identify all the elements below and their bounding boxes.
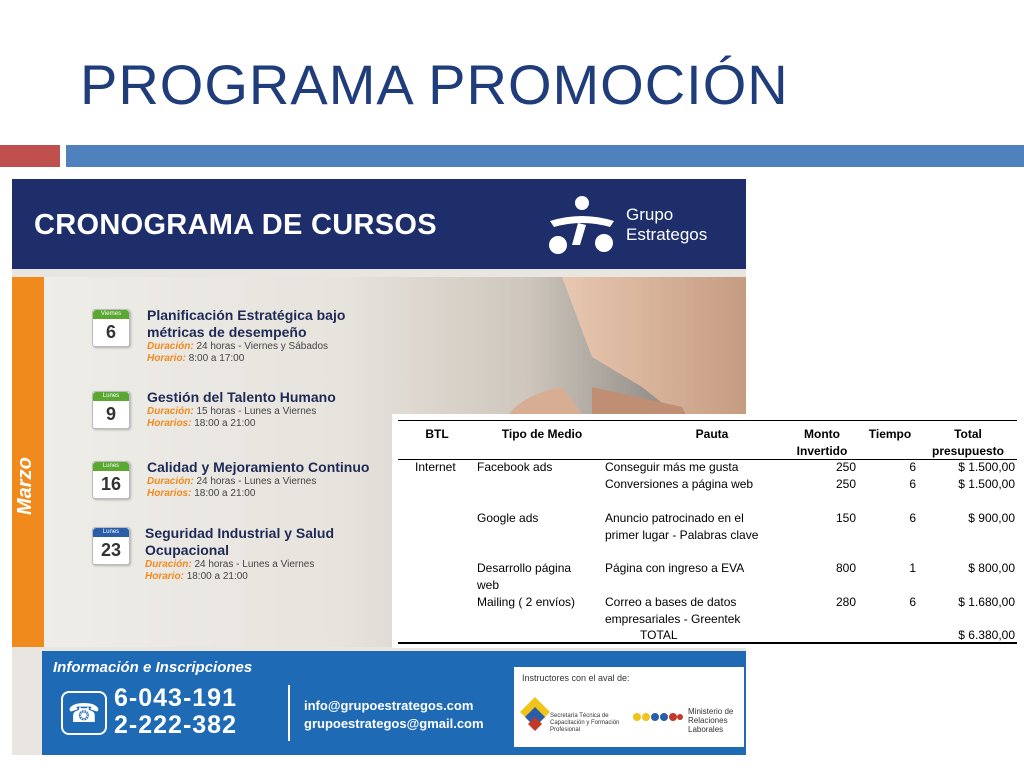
budget-table	[392, 414, 1019, 648]
total-value: $ 6.380,00	[958, 628, 1015, 642]
cell-tiempo: 6	[909, 460, 916, 474]
course-item	[92, 307, 392, 365]
calendar-weekday: Lunes	[93, 462, 129, 471]
instructors-org-1: Secretaría Técnica de Capacitación y Formación Profesional	[550, 713, 620, 733]
info-title: Información e Inscripciones	[53, 659, 253, 676]
course-item	[92, 459, 392, 503]
header-tiempo: Tiempo	[868, 427, 912, 441]
course-duration: Duración: 24 horas - Viernes y Sábados	[147, 341, 329, 352]
course-item	[92, 525, 392, 583]
course-title: Planificación Estratégica bajo métricas de desempeño	[147, 307, 346, 340]
logo-line-2: Estrategos	[626, 225, 708, 244]
header-pauta: Pauta	[695, 427, 729, 441]
cell-monto: 250	[835, 460, 856, 474]
header-monto-line-1: Monto	[804, 427, 840, 441]
month-label: Marzo	[14, 457, 36, 515]
calendar-weekday: Viernes	[93, 310, 129, 319]
grupo-estrategos-logo-icon	[542, 193, 622, 259]
cell-medio: Mailing ( 2 envíos)	[477, 595, 576, 609]
calendar-weekday: Lunes	[93, 392, 129, 401]
flyer-header	[12, 179, 746, 269]
cell-tiempo: 6	[909, 511, 916, 525]
course-duration: Duración: 24 horas - Lunes a Viernes	[147, 476, 317, 487]
cell-monto: 280	[835, 595, 856, 609]
course-schedule: Horario: 18:00 a 21:00	[145, 571, 248, 582]
ministerio-logo-icon	[632, 709, 684, 725]
calendar-day: 16	[100, 474, 122, 494]
table-bottom-rule	[398, 642, 1017, 644]
flyer-title: CRONOGRAMA DE CURSOS	[34, 209, 437, 241]
slide-title: PROGRAMA PROMOCIÓN	[80, 53, 789, 116]
cell-monto: 150	[835, 511, 856, 525]
course-duration: Duración: 24 horas - Lunes a Viernes	[145, 559, 315, 570]
cell-pauta: Página con ingreso a EVA	[605, 561, 745, 575]
cell-medio: Desarrollo página	[477, 561, 572, 575]
course-title: Seguridad Industrial y Salud Ocupacional	[145, 525, 335, 558]
header-btl: BTL	[425, 427, 449, 441]
cell-pauta: Conseguir más me gusta	[605, 460, 739, 474]
phone-number-2: 2-222-382	[114, 711, 237, 739]
cell-total: $ 800,00	[968, 561, 1015, 575]
cell-pauta-cont: primer lugar - Palabras clave	[605, 528, 759, 542]
channel-cell: Internet	[415, 460, 456, 474]
cell-total: $ 1.680,00	[958, 595, 1015, 609]
calendar-icon	[92, 461, 130, 499]
logo-line-1: Grupo	[626, 205, 674, 224]
header-total	[927, 426, 1009, 460]
table-top-rule	[398, 420, 1017, 421]
header-total-line-2: presupuesto	[931, 444, 1004, 458]
cell-tiempo: 1	[909, 561, 916, 575]
course-title: Gestión del Talento Humano	[147, 389, 336, 405]
secretaria-logo-icon	[520, 697, 550, 737]
calendar-day: 23	[100, 540, 122, 560]
course-schedule: Horario: 8:00 a 17:00	[147, 353, 245, 364]
phone-icon: ☎	[61, 691, 107, 735]
cell-tiempo: 6	[909, 477, 916, 491]
instructors-title: Instructores con el aval de:	[522, 673, 630, 683]
total-label: TOTAL	[640, 628, 678, 642]
instructors-org-2: Ministerio de Relaciones Laborales	[688, 707, 734, 734]
cell-medio: Facebook ads	[477, 460, 553, 474]
header-total-line-1: Total	[954, 427, 982, 441]
calendar-icon	[92, 309, 130, 347]
header-monto	[787, 426, 857, 460]
cell-medio-cont: web	[477, 578, 500, 592]
cell-tiempo: 6	[909, 595, 916, 609]
calendar-weekday: Lunes	[93, 528, 129, 537]
calendar-icon	[92, 391, 130, 429]
phone-numbers	[114, 685, 237, 739]
phone-number-1: 6-043-191	[114, 684, 237, 712]
month-ribbon	[12, 277, 44, 647]
cell-monto: 800	[835, 561, 856, 575]
cell-pauta: Anuncio patrocinado en el	[605, 511, 744, 525]
footer-divider	[288, 685, 290, 741]
course-schedule: Horarios: 18:00 a 21:00	[147, 418, 256, 429]
course-schedule: Horarios: 18:00 a 21:00	[147, 488, 256, 499]
course-item	[92, 389, 392, 433]
accent-bar-red	[0, 145, 60, 167]
logo-text	[626, 205, 707, 245]
accent-bar-blue	[66, 145, 1024, 167]
calendar-icon	[92, 527, 130, 565]
calendar-day: 6	[105, 322, 116, 342]
cell-medio: Google ads	[477, 511, 539, 525]
email-addresses	[304, 697, 484, 733]
cell-pauta: Correo a bases de datos	[605, 595, 737, 609]
cell-total: $ 1.500,00	[958, 460, 1015, 474]
cell-pauta-cont: empresariales - Greentek	[605, 612, 741, 626]
header-monto-line-2: Invertido	[796, 444, 848, 458]
course-title: Calidad y Mejoramiento Continuo	[147, 459, 370, 475]
cell-total: $ 900,00	[968, 511, 1015, 525]
cell-pauta: Conversiones a página web	[605, 477, 754, 491]
instructors-box	[514, 667, 744, 747]
email-1: info@grupoestrategos.com	[304, 698, 474, 713]
header-tipo-medio: Tipo de Medio	[501, 427, 583, 441]
flyer-footer	[42, 651, 746, 755]
calendar-day: 9	[105, 404, 116, 424]
cell-total: $ 1.500,00	[958, 477, 1015, 491]
cell-monto: 250	[835, 477, 856, 491]
email-2: grupoestrategos@gmail.com	[304, 716, 484, 731]
course-duration: Duración: 15 horas - Lunes a Viernes	[147, 406, 317, 417]
